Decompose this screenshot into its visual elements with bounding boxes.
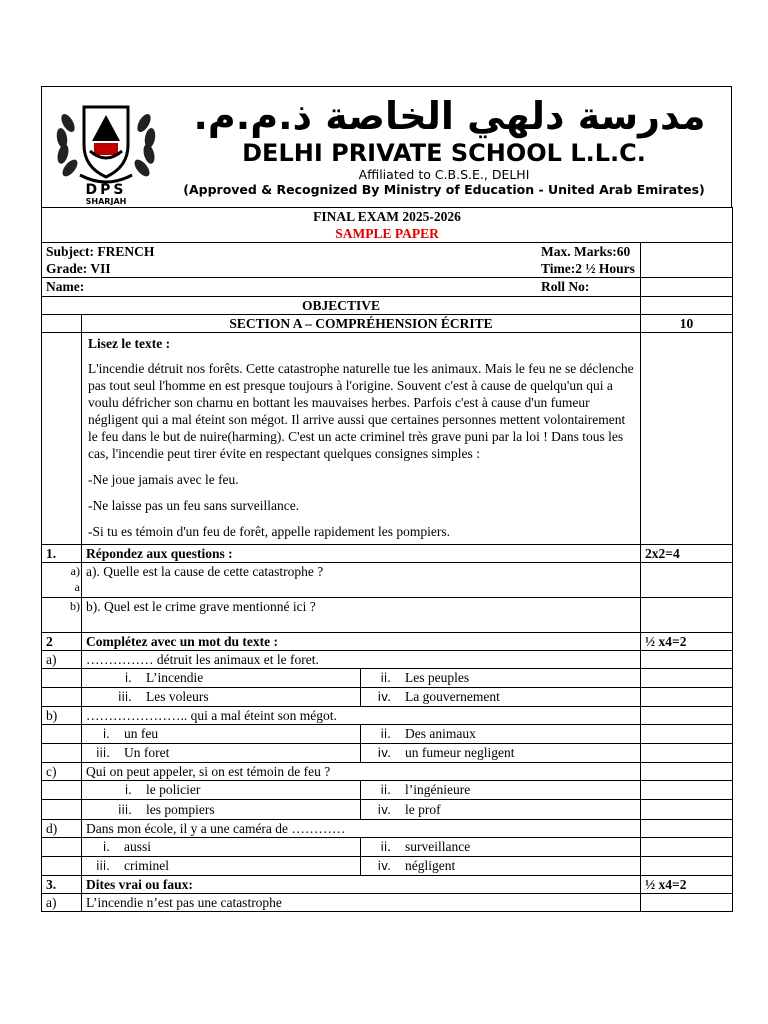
logo-text: DPS: [85, 182, 127, 198]
section-row: [42, 315, 733, 333]
q1-number: 1.: [42, 545, 82, 563]
q2-row: [42, 633, 733, 651]
option-text: criminel: [124, 858, 169, 873]
logo-subtext: SHARJAH: [85, 197, 127, 205]
option-text: aussi: [124, 839, 151, 854]
time-label: Time:2 ½ Hours: [541, 261, 635, 276]
school-header: [41, 86, 732, 207]
q2-c-label: c): [42, 763, 82, 781]
q2-b-label: b): [42, 707, 82, 725]
option-text: Les peuples: [405, 670, 470, 685]
q2-d-row: [42, 820, 733, 838]
q3-title: Dites vrai ou faux:: [82, 876, 641, 894]
q2-c-text: Qui on peut appeler, si on est témoin de feu ?: [82, 763, 641, 781]
q2-d-options-row-2: [42, 857, 733, 876]
subject-row: [42, 243, 733, 278]
reading-rule-3: -Si tu es témoin d'un feu de forêt, appelle rapidement les pompiers.: [88, 524, 450, 539]
section-marks: 10: [641, 315, 733, 333]
q2-c-options-row-1: [42, 781, 733, 800]
q1-b-row: [42, 598, 733, 633]
q1-b-text: b). Quel est le crime grave mentionné ici ?: [82, 598, 641, 633]
option-text: négligent: [405, 858, 456, 873]
q2-d-label: d): [42, 820, 82, 838]
option-numeral: iv.: [377, 746, 391, 760]
school-name-arabic: مدرسة دلهي الخاصة ذ.م.م.: [193, 94, 706, 138]
q3-row: [42, 876, 733, 894]
option-numeral: i.: [124, 671, 132, 685]
grade-label: Grade: VII: [46, 261, 111, 276]
section-title: SECTION A – COMPRÉHENSION ÉCRITE: [82, 315, 641, 333]
reading-row: [42, 333, 733, 545]
q2-a-options-row-2: [42, 688, 733, 707]
q2-number: 2: [42, 633, 82, 651]
exam-subtitle: SAMPLE PAPER: [335, 226, 439, 241]
q2-b-options-row-2: [42, 744, 733, 763]
q3-a-label: a): [42, 894, 82, 912]
q3-a-row: [42, 894, 733, 912]
option-numeral: i.: [102, 727, 110, 741]
option-text: surveillance: [405, 839, 471, 854]
reading-rule-1: -Ne joue jamais avec le feu.: [88, 472, 239, 487]
option-numeral: ii.: [380, 783, 391, 797]
q2-d-options-row-1: [42, 838, 733, 857]
option-text: un feu: [124, 726, 159, 741]
exam-table: [41, 207, 733, 912]
q1-a-label-2: a: [74, 580, 80, 594]
exam-title: FINAL EXAM 2025-2026: [313, 209, 461, 224]
option-text: Les voleurs: [146, 689, 209, 704]
name-row: [42, 278, 733, 297]
option-text: Un foret: [124, 745, 170, 760]
option-numeral: ii.: [380, 671, 391, 685]
q1-a-label: a): [70, 564, 80, 578]
name-label: Name:: [42, 278, 641, 297]
reading-passage: L'incendie détruit nos forêts. Cette catastrophe naturelle tue les animaux. Mais le feu ne se déclenche pas tout seul l'homme en est presque toujours à l'origine. Souvent c'est à cause de quelqu'un qui a voulu défricher son charnu en bottant les mauvaises herbes. Parfois c'est à cause d'un fumeur négligent qui a mal éteint son mégot. Il arrive aussi que certaines personnes mettent volontairement le feu dans le but de nuire(harming). C'est un acte criminel très grave puni par la loi ! Dans tous les cas, l'incendie peut tirer évite en respectant quelques consignes simples :: [88, 361, 634, 461]
q2-c-options-row-2: [42, 800, 733, 820]
subject-label: Subject: FRENCH: [46, 244, 155, 259]
option-numeral: iv.: [377, 859, 391, 873]
q1-row: [42, 545, 733, 563]
approval-text: (Approved & Recognized By Ministry of Education - United Arab Emirates): [183, 182, 705, 197]
option-numeral: iii.: [96, 859, 110, 873]
q3-number: 3.: [42, 876, 82, 894]
option-numeral: iii.: [118, 690, 132, 704]
q2-d-text: Dans mon école, il y a une caméra de …………: [82, 820, 641, 838]
objective-row: [42, 297, 733, 315]
q1-b-label: b): [42, 598, 82, 633]
max-marks-label: Max. Marks:60: [541, 244, 631, 259]
q2-b-options-row-1: [42, 725, 733, 744]
q2-b-text: ………………….. qui a mal éteint son mégot.: [82, 707, 641, 725]
option-numeral: iv.: [377, 802, 391, 817]
q2-a-text: …………… détruit les animaux et le foret.: [82, 651, 641, 669]
school-logo-icon: [50, 93, 162, 205]
option-text: les pompiers: [146, 801, 215, 817]
q1-a-text: a). Quelle est la cause de cette catastrophe ?: [82, 563, 641, 598]
q2-b-row: [42, 707, 733, 725]
option-text: L’incendie: [146, 670, 204, 685]
exam-title-row: [42, 208, 733, 243]
option-numeral: iv.: [377, 690, 391, 704]
option-text: un fumeur negligent: [405, 745, 515, 760]
q1-marks: 2x2=4: [641, 545, 733, 563]
option-numeral: iii.: [96, 746, 110, 760]
option-text: Des animaux: [405, 726, 476, 741]
objective-label: OBJECTIVE: [42, 297, 641, 315]
q2-title: Complétez avec un mot du texte :: [82, 633, 641, 651]
exam-sheet: [41, 86, 732, 912]
school-name: DELHI PRIVATE SCHOOL L.L.C.: [242, 139, 646, 167]
q3-marks: ½ x4=2: [641, 876, 733, 894]
option-numeral: i.: [102, 840, 110, 854]
option-text: La gouvernement: [405, 689, 500, 704]
q2-a-row: [42, 651, 733, 669]
option-numeral: i.: [124, 783, 132, 797]
q2-a-label: a): [42, 651, 82, 669]
q1-title: Répondez aux questions :: [82, 545, 641, 563]
option-text: le policier: [146, 782, 201, 797]
reading-rule-2: -Ne laisse pas un feu sans surveillance.: [88, 498, 300, 513]
q3-a-text: L’incendie n’est pas une catastrophe: [82, 894, 641, 912]
q2-marks: ½ x4=2: [641, 633, 733, 651]
option-text: le prof: [405, 801, 441, 817]
roll-no-label: Roll No:: [541, 279, 590, 294]
option-text: l’ingénieure: [405, 782, 471, 797]
affiliation-text: Affiliated to C.B.S.E., DELHI: [358, 167, 530, 182]
option-numeral: ii.: [380, 840, 391, 854]
option-numeral: ii.: [380, 727, 391, 741]
reading-instruction: Lisez le texte :: [88, 336, 171, 351]
q1-a-row: [42, 563, 733, 598]
q2-c-row: [42, 763, 733, 781]
q2-a-options-row-1: [42, 669, 733, 688]
option-numeral: iii.: [118, 802, 132, 817]
